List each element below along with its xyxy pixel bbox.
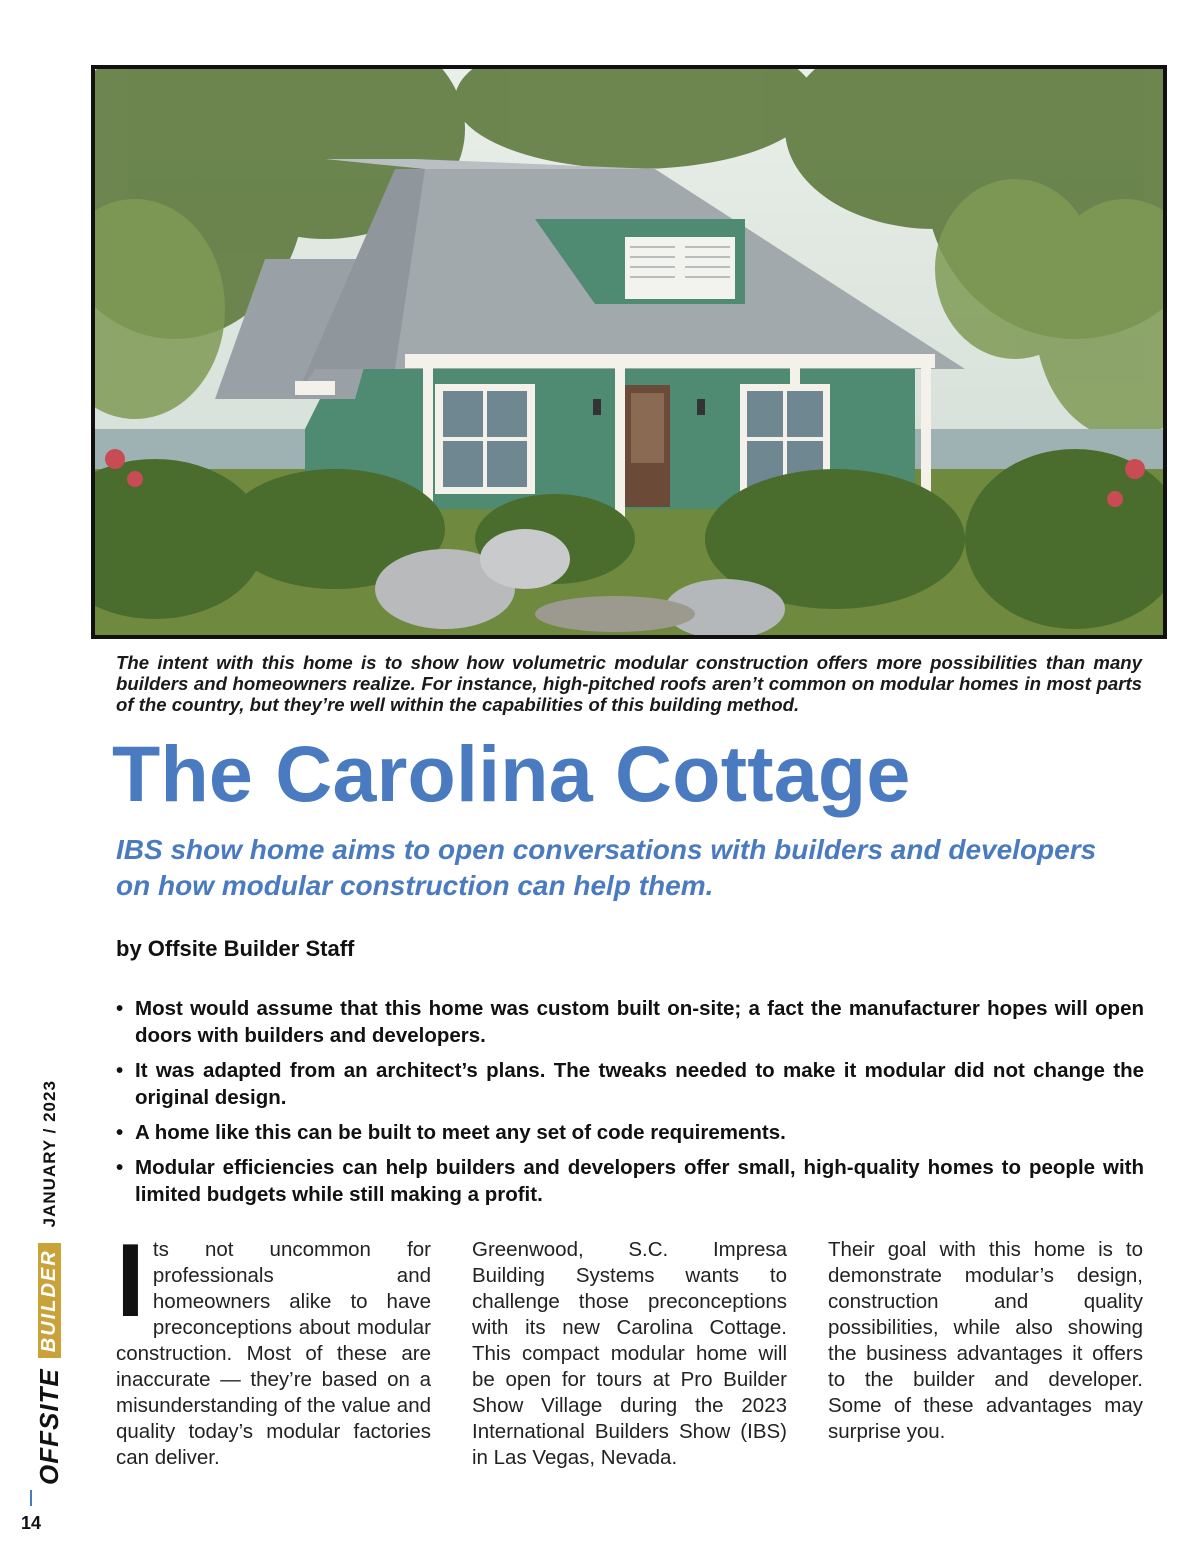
article-subtitle: IBS show home aims to open conversations with builders and developers on how modular construction can help them. [116,834,1097,901]
issue-date: JANUARY / 2023 [39,1080,59,1228]
body-column-3 [828,1237,1143,1445]
key-point: • It was adapted from an architect’s plans. The tweaks needed to make it modular did not change the original design. [116,1059,1144,1109]
bullet-icon: • [116,1059,124,1082]
body-column-2 [472,1237,787,1471]
brand-offsite: OFFSITE [34,1368,64,1485]
sidebar-rule [30,1490,32,1506]
magazine-sidebar-label [34,1080,65,1485]
body-text: Their goal with this home is to demonstrate modular’s design, construction and quality possibilities, while also showing the business advantages it offers to the builder and developer. Some of these advantages may surprise you. [828,1238,1143,1443]
body-text: Greenwood, S.C. Impresa Building Systems wants to challenge those preconceptions with its new Carolina Cottage. This compact modular home will be open for tours at Pro Builder Show Village during the 2023 International Builders Show (IBS) in Las Vegas, Nevada. [472,1238,787,1469]
photo-caption: The intent with this home is to show how volumetric modular construction offers more possibilities than many builders and homeowners realize. For instance, high-pitched roofs aren’t common on modular homes in most parts of the country, but they’re well within the capabilities of this building method. [116,652,1142,715]
body-text: ts not uncommon for professionals and homeowners alike to have preconceptions about modular construction. Most of these are inaccurate — they’re based on a misunderstanding of the value and quality today’s modular factories can deliver. [116,1238,431,1469]
key-points-list [116,995,1144,1216]
cottage-photo [91,65,1167,639]
byline: by Offsite Builder Staff [116,936,355,961]
cottage-illustration [95,69,1163,635]
brand-builder: BUILDER [38,1243,61,1358]
key-point: • A home like this can be built to meet any set of code requirements. [116,1121,786,1144]
page-number: 14 [21,1513,42,1533]
bullet-icon: • [116,1156,124,1179]
bullet-icon: • [116,1121,124,1144]
drop-cap: I [116,1223,145,1339]
bullet-icon: • [116,997,124,1020]
article-title: The Carolina Cottage [112,729,911,818]
body-column-1 [116,1223,431,1471]
key-point: • Modular efficiencies can help builders and developers offer small, high-quality homes to people with limited budgets while still making a profit. [116,1156,1144,1206]
key-point: • Most would assume that this home was custom built on-site; a fact the manufacturer hopes will open doors with builders and developers. [116,997,1144,1047]
